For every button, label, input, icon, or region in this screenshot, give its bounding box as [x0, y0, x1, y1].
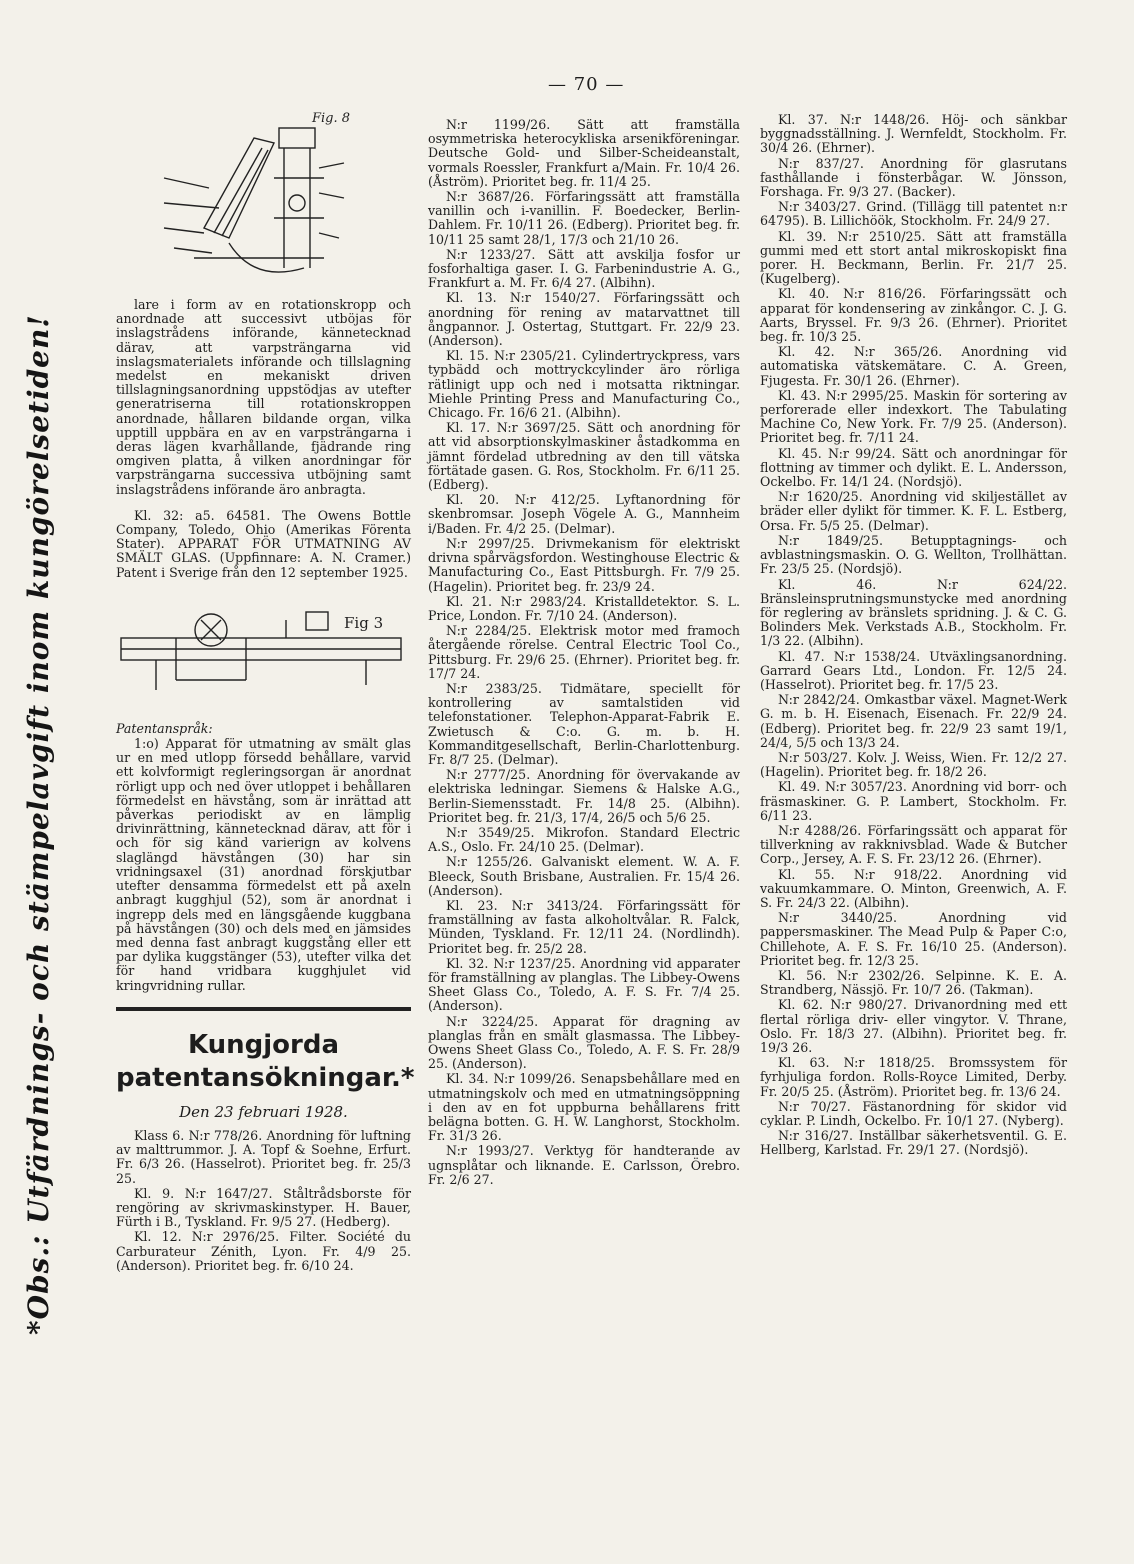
entry-kl-9: Kl. 9. N:r 1647/27. Ståltrådsborste för rengöring av skrivmaskinstyper. H. Bauer, Fürth i B., Tyskland. Fr. 9/5 27. (Hedberg).	[116, 1185, 411, 1230]
entry: Kl. 21. N:r 2983/24. Kristalldetektor. S. L. Price, London. Fr. 7/10 24. (Anderson).	[428, 593, 740, 623]
entry: N:r 2842/24. Omkastbar växel. Magnet-Werk G. m. b. H. Eisenach, Eisenach. Fr. 22/9 24. (Edberg). Prioritet beg. fr. 22/9 23 samt 19/1, 24/4, 5/5 och 13/3 24.	[760, 692, 1067, 750]
entry: N:r 1233/27. Sätt att avskilja fosfor ur fosforhaltiga gaser. I. G. Farbenindustrie A. G., Frankfurt a. M. Fr. 6/4 27. (Albihn).	[428, 246, 740, 291]
entry: N:r 2777/25. Anordning för övervakande av elektriska ledningar. Siemens & Halske A.G., Berlin-Siemensstadt. Fr. 14/8 25. (Albihn). Prioritet beg. fr. 21/3, 17/4, 26/5 och 5/6 25.	[428, 767, 740, 825]
entry: N:r 837/27. Anordning för glasrutans fasthållande i fönsterbågar. W. Jönsson, Forshaga. Fr. 9/3 27. (Backer).	[760, 155, 1067, 200]
entry: N:r 2997/25. Drivmekanism för elektriskt drivna spårvägsfordon. Westinghouse Electric & Manufacturing Co., East Pittsburgh. Fr. 7/9 25. (Hagelin). Prioritet beg. fr. 23/9 24.	[428, 535, 740, 594]
entry: N:r 1993/27. Verktyg för handterande av ugnsplåtar och liknande. E. Carlsson, Örebro. Fr. 2/6 27.	[428, 1143, 740, 1187]
entry: N:r 3549/25. Mikrofon. Standard Electric A.S., Oslo. Fr. 24/10 25. (Delmar).	[428, 824, 740, 855]
claims-heading: Patentanspråk:	[116, 720, 213, 736]
patent-figure-glass-apparatus	[116, 590, 411, 710]
entry: N:r 3440/25. Anordning vid pappersmaskiner. The Mead Pulp & Paper C:o, Chillehote, A. F. S. Fr. 16/10 25. (Anderson). Prioritet beg. fr. 12/3 25.	[760, 910, 1067, 968]
entry: Kl. 39. N:r 2510/25. Sätt att framställa gummi med ett stort antal mikroskopiskt fina porer. H. Beckmann, Berlin. Fr. 21/7 25. (Kugelberg).	[760, 228, 1067, 287]
page-number: — 70 —	[548, 74, 625, 95]
entry: Kl. 49. N:r 3057/23. Anordning vid borr- och fräsmaskiner. G. P. Lambert, Stockholm. Fr. 6/11 23.	[760, 779, 1067, 823]
entry: N:r 3224/25. Apparat för dragning av planglas från en smält glasmassa. The Libbey-Owens Sheet Glass Co., Toledo, A. F. S. Fr. 28/9 25. (Anderson).	[428, 1013, 740, 1072]
entry: N:r 1849/25. Betupptagnings- och avblastningsmaskin. O. G. Wellton, Trollhättan. Fr. 23/5 25. (Nordsjö).	[760, 532, 1067, 577]
entry: N:r 2383/25. Tidmätare, speciellt för kontrollering av samtalstiden vid telefonstationer. Telephon-Apparat-Fabrik E. Zwietusch & C:o. G. m. b. H. Kommanditgesellschaft, Berlin-Charlottenburg. Fr. 8/7 25. (Delmar).	[428, 680, 740, 767]
patent-entry-owens: Kl. 32: a5. 64581. The Owens Bottle Company, Toledo, Ohio (Amerikas Förenta Stater). APPARAT FÖR UTMATNING AV SMÄLT GLAS. (Uppfinnare: A. N. Cramer.) Patent i Sverige från den 12 september 1925.	[116, 507, 411, 580]
entry-klass-6: Klass 6. N:r 778/26. Anordning för luftning av malttrummor. J. A. Topf & Soehne, Erfurt. Fr. 6/3 26. (Hasselrot). Prioritet beg. fr. 25/3 25.	[116, 1127, 411, 1186]
figure-label-2: Fig 3	[344, 613, 384, 632]
side-note-vertical: *Obs.: Utfärdnings- och stämpelavgift inom kungörelsetiden!	[22, 314, 55, 1335]
claims-text: 1:o) Apparat för utmatning av smält glas ur en med utlopp försedd behållare, varvid ett kolvformigt regleringsorgan är anordnat rörligt upp och ned över utloppet i behållaren förmedelst en hävstång, som är inrättad att påverkas periodiskt av en lämplig drivinrättning, kännetecknad därav, att för i och för sig känd varierign av kolvens slaglängd hävstången (30) har sin vridningsaxel (31) anordnad förskjutbar utefter densamma förmedelst ett på axeln anbragt kugghjul (52), som är anordnat i ingrepp dels med en längsgående kuggbana på hävstången (30) och dels med en jämsides med denna fast anbragt kuggstång eller ett par dylika kuggstänger (53), utefter vilka det för hand vridbara kugghjulet vid kringvridning rullar.	[116, 736, 411, 993]
column-2	[428, 118, 740, 1188]
paragraph-claims-continued: lare i form av en rotationskropp och anordnade att successivt utböjas för inslagstrådens införande, kännetecknad därav, att varpsträngarna vid inslagsmaterialets införande och tillslagning medelst en mekaniskt driven tillslagningsanordning uppstödjas av utefter generatriserna till rotationskroppen anordnade, hållaren bildande organ, vilka upptill uppbära en av en varpsträngarna i deras lägen kvarhållande, fjädrande ring omgiven platta, å vilken anordningar för varpsträngarna successiva utböjning samt inslagstrådens införande äro anbragta.	[116, 297, 411, 497]
entry: N:r 316/27. Inställbar säkerhetsventil. G. E. Hellberg, Karlstad. Fr. 29/1 27. (Nordsjö).	[760, 1128, 1067, 1158]
column-3	[760, 113, 1067, 1159]
entry: Kl. 23. N:r 3413/24. Förfaringssätt för framställning av fasta alkoholtvålar. R. Falck, Münden, Tyskland. Fr. 12/11 24. (Nordlindh). Prioritet beg. fr. 25/2 28.	[428, 897, 740, 956]
column-1	[116, 108, 415, 1274]
entry: N:r 3403/27. Grind. (Tillägg till patentet n:r 64795). B. Lillichöök, Stockholm. Fr. 24/9 27.	[760, 199, 1067, 229]
entry: N:r 2284/25. Elektrisk motor med framoch återgående rörelse. Central Electric Tool Co., Pittsburg. Fr. 29/6 25. (Ehrner). Prioritet beg. fr. 17/7 24.	[428, 623, 740, 681]
entry: Kl. 17. N:r 3697/25. Sätt och anordning för att vid absorptionskylmaskiner åstadkomma en jämnt fördelad utbredning av den till vätska förtätade gasen. G. Ros, Stockholm. Fr. 6/11 25. (Edberg).	[428, 420, 740, 493]
section-date: Den 23 februari 1928.	[179, 1102, 348, 1121]
entry: Kl. 62. N:r 980/27. Drivanordning med ett flertal rörliga driv- eller vingytor. V. Thrane, Oslo. Fr. 18/3 27. (Albihn). Prioritet beg. fr. 19/3 26.	[760, 997, 1067, 1055]
entry-kl-12: Kl. 12. N:r 2976/25. Filter. Société du Carburateur Zénith, Lyon. Fr. 4/9 25. (Anderson). Prioritet beg. fr. 6/10 24.	[116, 1229, 411, 1273]
entry: Kl. 20. N:r 412/25. Lyftanordning för skenbromsar. Joseph Vögele A. G., Mannheim i/Baden. Fr. 4/2 25. (Delmar).	[428, 492, 740, 536]
entry: Kl. 40. N:r 816/26. Förfaringssätt och apparat för kondensering av zinkångor. C. J. G. Aarts, Bryssel. Fr. 9/3 26. (Ehrner). Prioritet beg. fr. 10/3 25.	[760, 286, 1067, 345]
figure-label: Fig. 8	[311, 111, 350, 126]
entry: N:r 4288/26. Förfaringssätt och apparat för tillverkning av rakknivsblad. Wade & Butcher Corp., Jersey, A. F. S. Fr. 23/12 26. (Ehrner).	[760, 822, 1067, 867]
section-heading: Kungjorda patentansökningar.*	[116, 1029, 415, 1093]
entry: N:r 3687/26. Förfaringssätt att framställa vanillin och i-vanillin. F. Boedecker, Berlin-Dahlem. Fr. 10/11 26. (Edberg). Prioritet beg. fr. 10/11 25 samt 28/1, 17/3 och 21/10 26.	[428, 189, 740, 247]
entry: Kl. 13. N:r 1540/27. Förfaringssätt och anordning för rening av matarvattnet till ångpannor. J. Ostertag, Stuttgart. Fr. 22/9 23. (Anderson).	[428, 290, 740, 349]
entry: Kl. 63. N:r 1818/25. Bromssystem för fyrhjuliga fordon. Rolls-Royce Limited, Derby. Fr. 20/5 25. (Åström). Prioritet beg. fr. 13/6 24.	[760, 1055, 1067, 1099]
entry: Kl. 45. N:r 99/24. Sätt och anordningar för flottning av timmer och dylikt. E. L. Andersson, Ockelbo. Fr. 14/1 24. (Nordsjö).	[760, 445, 1067, 490]
entry: Kl. 55. N:r 918/22. Anordning vid vakuumkammare. O. Minton, Greenwich, A. F. S. Fr. 24/3 22. (Albihn).	[760, 866, 1067, 910]
entry: N:r 1255/26. Galvaniskt element. W. A. F. Bleeck, South Brisbane, Australien. Fr. 15/4 26. (Anderson).	[428, 854, 740, 898]
entry: Kl. 34. N:r 1099/26. Senapsbehållare med en utmatningskolv och med en utmatningsöppning i den av en fot uppburna behållarens fritt belägna botten. G. H. W. Langhorst, Stockholm. Fr. 31/3 26.	[428, 1071, 740, 1144]
entry: Kl. 32. N:r 1237/25. Anordning vid apparater för framställning av planglas. The Libbey-Owens Sheet Glass Co., Toledo, A. F. S. Fr. 7/4 25. (Anderson).	[428, 955, 740, 1014]
entry: Kl. 15. N:r 2305/21. Cylindertryckpress, vars typbädd och mottryckcylinder äro rörliga rätlinigt upp och ned i motsatta riktningar. Miehle Printing Press and Manufacturing Co., Chicago. Fr. 16/6 21. (Albihn).	[428, 348, 740, 421]
entry: Kl. 46. N:r 624/22. Bränsleinsprutningsmunstycke med anordning för reglering av bränslets spridning. J. & C. G. Bolinders Mek. Verkstads A.B., Stockholm. Fr. 1/3 22. (Albihn).	[760, 576, 1067, 649]
entry: Kl. 47. N:r 1538/24. Utväxlingsanordning. Garrard Gears Ltd., London. Fr. 12/5 24. (Hasselrot). Prioritet beg. fr. 17/5 23.	[760, 648, 1067, 692]
entry: N:r 1199/26. Sätt att framställa osymmetriska heterocykliska arsenikföreningar. Deutsche Gold- und Silber-Scheideanstalt, vormals Roessler, Frankfurt a/Main. Fr. 10/4 26. (Åström). Prioritet beg. fr. 11/4 25.	[428, 117, 740, 189]
entry: Kl. 56. N:r 2302/26. Selpinne. K. E. A. Strandberg, Nässjö. Fr. 10/7 26. (Takman).	[760, 967, 1067, 998]
entry: Kl. 43. N:r 2995/25. Maskin för sortering av perforerade eller indexkort. The Tabulating Machine Co, New York. Fr. 7/9 25. (Anderson). Prioritet beg. fr. 7/11 24.	[760, 387, 1067, 446]
entry: N:r 503/27. Kolv. J. Weiss, Wien. Fr. 12/2 27. (Hagelin). Prioritet beg. fr. 18/2 26.	[760, 749, 1067, 780]
section-divider	[116, 1007, 411, 1011]
entry: Kl. 37. N:r 1448/26. Höj- och sänkbar byggnadsställning. J. Wernfeldt, Stockholm. Fr. 30/4 26. (Ehrner).	[760, 112, 1067, 156]
entry: N:r 70/27. Fästanordning för skidor vid cyklar. P. Lindh, Ockelbo. Fr. 10/1 27. (Nyberg).	[760, 1098, 1067, 1129]
entry: Kl. 42. N:r 365/26. Anordning vid automatiska vätskemätare. C. A. Green, Fjugesta. Fr. 30/1 26. (Ehrner).	[760, 344, 1067, 388]
patent-figure-loom	[134, 108, 394, 298]
entry: N:r 1620/25. Anordning vid skiljestället av bräder eller dylikt för timmer. K. F. L. Estberg, Orsa. Fr. 5/5 25. (Delmar).	[760, 489, 1067, 533]
